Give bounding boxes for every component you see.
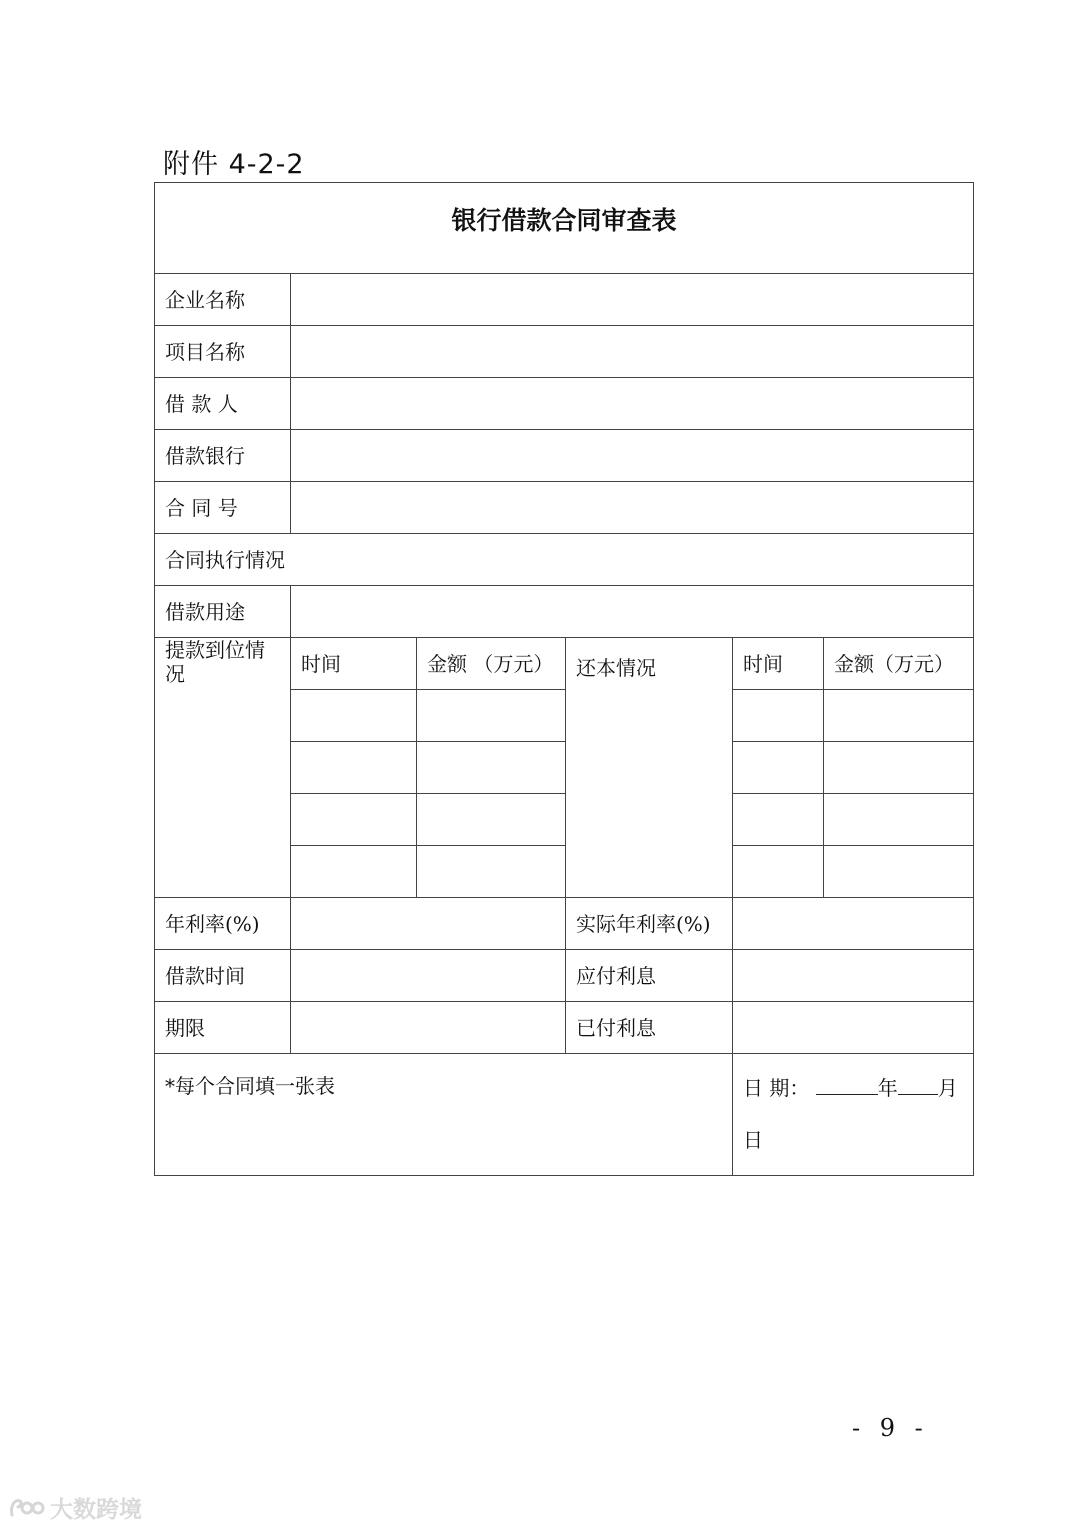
repayment-amount-cell[interactable] [824, 742, 974, 794]
repayment-time-cell[interactable] [733, 690, 824, 742]
repayment-amount-header: 金额（万元） [824, 638, 974, 690]
repayment-amount-cell[interactable] [824, 846, 974, 898]
repayment-time-cell[interactable] [733, 742, 824, 794]
form-title: 银行借款合同审查表 [155, 183, 974, 274]
company-name-field[interactable] [291, 274, 974, 326]
contract-no-field[interactable] [291, 482, 974, 534]
actual-rate-label: 实际年利率(%) [566, 898, 733, 950]
interest-paid-field[interactable] [733, 1002, 974, 1054]
date-month-label: 月 [937, 1076, 958, 1100]
repayment-time-header: 时间 [733, 638, 824, 690]
interest-paid-label: 已付利息 [566, 1002, 733, 1054]
drawdown-amount-cell[interactable] [417, 846, 566, 898]
loan-time-label: 借款时间 [155, 950, 291, 1002]
loan-use-label: 借款用途 [155, 586, 291, 638]
page-number: - 9 - [852, 1414, 929, 1442]
drawdown-time-cell[interactable] [291, 690, 417, 742]
date-day-line [743, 1114, 963, 1166]
project-name-label: 项目名称 [155, 326, 291, 378]
drawdown-label: 提款到位情况 [155, 638, 291, 898]
company-name-label: 企业名称 [155, 274, 291, 326]
brand-logo-icon [8, 1495, 46, 1521]
date-line [743, 1062, 963, 1114]
loan-use-field[interactable] [291, 586, 974, 638]
repayment-label: 还本情况 [566, 638, 733, 898]
interest-payable-label: 应付利息 [566, 950, 733, 1002]
drawdown-amount-cell[interactable] [417, 742, 566, 794]
attachment-label: 附件 4-2-2 [163, 149, 305, 180]
term-label: 期限 [155, 1002, 291, 1054]
actual-rate-field[interactable] [733, 898, 974, 950]
repayment-time-cell[interactable] [733, 846, 824, 898]
date-prefix: 日 期： [743, 1076, 810, 1100]
date-month-blank[interactable] [898, 1072, 938, 1095]
borrower-label: 借 款 人 [155, 378, 291, 430]
date-year-label: 年 [877, 1076, 898, 1100]
lending-bank-field[interactable] [291, 430, 974, 482]
project-name-field[interactable] [291, 326, 974, 378]
date-year-blank[interactable] [816, 1072, 878, 1095]
term-field[interactable] [291, 1002, 566, 1054]
date-cell [733, 1054, 974, 1176]
repayment-time-cell[interactable] [733, 794, 824, 846]
loan-time-field[interactable] [291, 950, 566, 1002]
watermark-text: 大数跨境 [50, 1497, 142, 1523]
repayment-amount-cell[interactable] [824, 794, 974, 846]
annual-rate-label: 年利率(%) [155, 898, 291, 950]
watermark [8, 1491, 142, 1524]
note-cell: *每个合同填一张表 [155, 1054, 733, 1176]
drawdown-time-cell[interactable] [291, 742, 417, 794]
date-day-label: 日 [743, 1128, 763, 1152]
loan-contract-review-form [154, 182, 974, 1176]
drawdown-amount-cell[interactable] [417, 794, 566, 846]
lending-bank-label: 借款银行 [155, 430, 291, 482]
drawdown-time-cell[interactable] [291, 794, 417, 846]
annual-rate-field[interactable] [291, 898, 566, 950]
execution-status-header: 合同执行情况 [155, 534, 974, 586]
repayment-amount-cell[interactable] [824, 690, 974, 742]
interest-payable-field[interactable] [733, 950, 974, 1002]
drawdown-time-header: 时间 [291, 638, 417, 690]
drawdown-amount-cell[interactable] [417, 690, 566, 742]
drawdown-amount-header: 金额 （万元） [417, 638, 566, 690]
drawdown-time-cell[interactable] [291, 846, 417, 898]
borrower-field[interactable] [291, 378, 974, 430]
contract-no-label: 合 同 号 [155, 482, 291, 534]
